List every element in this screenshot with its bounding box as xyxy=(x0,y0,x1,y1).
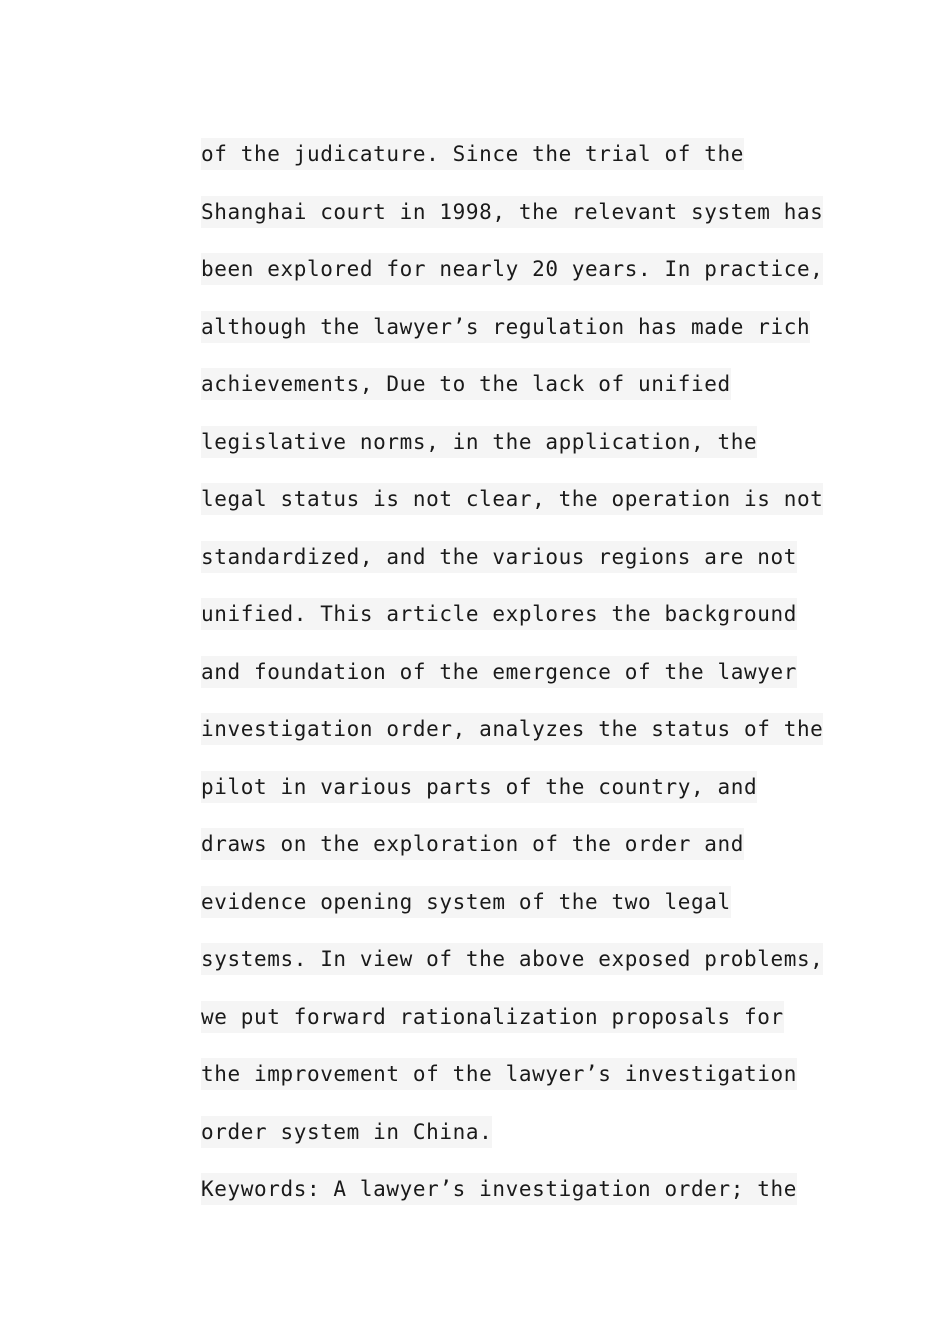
text-line-content: we put forward rationalization proposals for xyxy=(201,1001,784,1033)
keywords-text: Keywords: A lawyer’s investigation order; the xyxy=(201,1173,797,1205)
text-line-content: the improvement of the lawyer’s investigation xyxy=(201,1058,797,1090)
text-line xyxy=(201,1001,811,1059)
text-line-content: of the judicature. Since the trial of the xyxy=(201,138,744,170)
text-line xyxy=(201,598,811,656)
text-line-content: standardized, and the various regions are not xyxy=(201,541,797,573)
text-line-content: achievements, Due to the lack of unified xyxy=(201,368,731,400)
text-line-content: legislative norms, in the application, the xyxy=(201,426,757,458)
text-line xyxy=(201,771,811,829)
text-line-content: systems. In view of the above exposed problems, xyxy=(201,943,823,975)
abstract-text xyxy=(201,138,824,1231)
text-line-content: evidence opening system of the two legal xyxy=(201,886,731,918)
text-line-content: been explored for nearly 20 years. In practice, xyxy=(201,253,823,285)
text-line-content: although the lawyer’s regulation has made rich xyxy=(201,311,810,343)
text-line-content: investigation order, analyzes the status of the xyxy=(201,713,823,745)
text-line xyxy=(201,138,811,196)
text-line xyxy=(201,1058,811,1116)
text-line xyxy=(201,541,811,599)
keywords-line xyxy=(201,1173,811,1231)
text-line xyxy=(201,656,811,714)
text-line xyxy=(201,943,824,1001)
text-line xyxy=(201,311,811,369)
text-line xyxy=(201,196,824,254)
text-line xyxy=(201,713,824,771)
text-line-content: and foundation of the emergence of the lawyer xyxy=(201,656,797,688)
text-line-content: draws on the exploration of the order and xyxy=(201,828,744,860)
text-line xyxy=(201,886,811,944)
text-line-content: legal status is not clear, the operation is not xyxy=(201,483,823,515)
text-line-content: Shanghai court in 1998, the relevant system has xyxy=(201,196,823,228)
text-line xyxy=(201,253,824,311)
text-line-content: order system in China. xyxy=(201,1116,492,1148)
text-line xyxy=(201,368,811,426)
text-line xyxy=(201,1116,811,1174)
text-line xyxy=(201,483,824,541)
text-line-content: unified. This article explores the background xyxy=(201,598,797,630)
text-line xyxy=(201,828,811,886)
text-line xyxy=(201,426,811,484)
text-line-content: pilot in various parts of the country, and xyxy=(201,771,757,803)
